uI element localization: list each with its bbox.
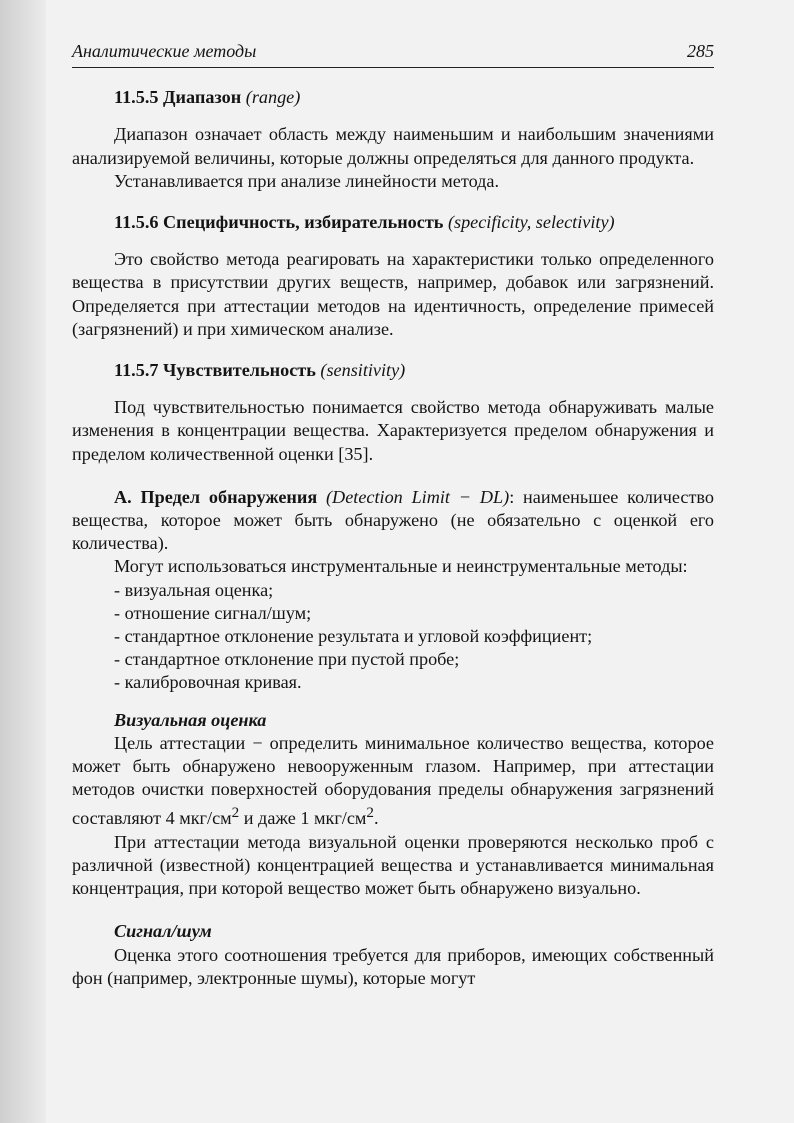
subheading-visual-assessment: Визуальная оценка xyxy=(114,709,267,730)
list-item: - калибровочная кривая. xyxy=(114,672,302,693)
detection-limit-lead: А. Предел обнаружения xyxy=(114,486,318,507)
paragraph: Устанавливается при анализе линейности метода. xyxy=(114,170,500,191)
section-heading-text: 11.5.5 Диапазон xyxy=(114,87,242,108)
paragraph xyxy=(72,732,714,831)
page-binding-shadow xyxy=(0,0,46,1123)
paragraph: Это свойство метода реагировать на характеристики только определенного вещества в присутствии других веществ, например, добавок или загрязнений. Определяется при аттестации методов на идентичность, определение примесей (загрязнений) и при химическом анализе. xyxy=(72,249,714,339)
paragraph: Диапазон означает область между наименьшим и наибольшим значениями анализируемой величины, которые должны определяться для данного продукта. xyxy=(72,124,714,168)
list-item: - стандартное отклонение при пустой пробе; xyxy=(114,649,460,670)
section-heading-text: 11.5.6 Специфичность, избирательность xyxy=(114,212,444,233)
section-heading-range xyxy=(114,86,714,109)
paragraph-text: Цель аттестации − определить минимальное количество вещества, которое может быть обнаружено невооруженным глазом. Например, при аттестации методов очистки поверхностей оборудования пределы обнаружения загрязнений составляют 4 мкг/см xyxy=(72,732,714,829)
document-page xyxy=(72,40,714,990)
header-title: Аналитические методы xyxy=(72,41,257,61)
superscript: 2 xyxy=(231,804,240,822)
detection-limit-paragraph xyxy=(72,486,714,556)
list-item: - стандартное отклонение результата и угловой коэффициент; xyxy=(114,626,593,647)
paragraph: Под чувствительностью понимается свойство метода обнаруживать малые изменения в концентрации вещества. Характеризуется пределом обнаружения и пределом количественной оценки [35]. xyxy=(72,397,714,464)
section-heading-english: (specificity, selectivity) xyxy=(447,212,615,233)
superscript: 2 xyxy=(366,804,374,822)
paragraph: Могут использоваться инструментальные и неинструментальные методы: xyxy=(114,556,688,577)
section-heading-specificity xyxy=(114,211,714,234)
page-number: 285 xyxy=(687,41,714,61)
paragraph: Оценка этого соотношения требуется для приборов, имеющих собственный фон (например, электронные шумы), которые могут xyxy=(72,944,714,988)
paragraph-text: . xyxy=(374,808,379,829)
detection-limit-english: (Detection Limit − DL) xyxy=(326,486,510,507)
section-heading-english: (sensitivity) xyxy=(320,360,406,381)
methods-list xyxy=(72,579,714,695)
list-item: - визуальная оценка; xyxy=(114,579,274,600)
list-item: - отношение сигнал/шум; xyxy=(114,602,312,623)
paragraph-text: и даже 1 мкг/см xyxy=(239,808,367,829)
section-heading-english: (range) xyxy=(245,87,301,108)
subheading-signal-noise: Сигнал/шум xyxy=(114,921,212,942)
detection-limit-text: : наименьшее количество вещества, которое может быть обнаружено (не обязательно с оценкой его количества). xyxy=(72,486,714,554)
paragraph: При аттестации метода визуальной оценки проверяются несколько проб с различной (известной) концентрацией вещества и устанавливается минимальная концентрация, при которой вещество может быть обнаружено визуально. xyxy=(72,831,714,899)
section-heading-text: 11.5.7 Чувствительность xyxy=(114,360,316,381)
running-header xyxy=(72,40,714,68)
section-heading-sensitivity xyxy=(114,359,714,382)
